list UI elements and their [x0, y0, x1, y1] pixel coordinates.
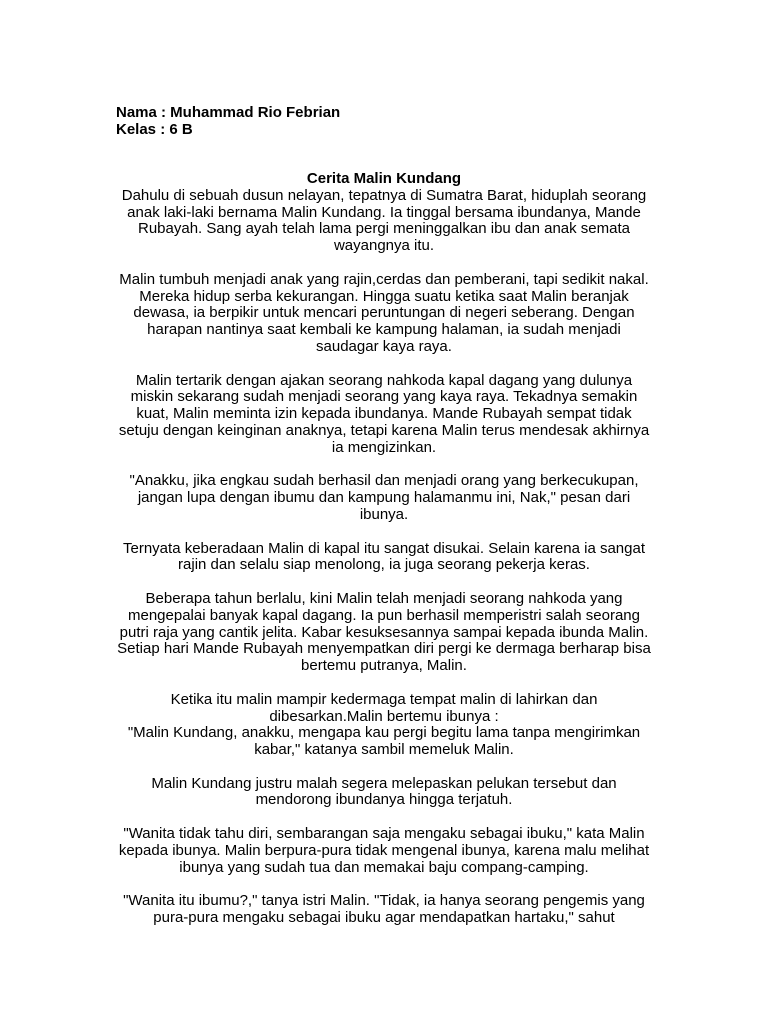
story-paragraph: Dahulu di sebuah dusun nelayan, tepatnya di Sumatra Barat, hiduplah seorang anak laki-laki bernama Malin Kundang. Ia tinggal bersama ibundanya, Mande Rubayah. Sang ayah telah lama pergi meninggalkan ibu dan anak semata wayangnya itu.: [121, 186, 647, 255]
story-paragraph-with-quote: [116, 692, 652, 759]
story-quote: "Malin Kundang, anakku, mengapa kau pergi begitu lama tanpa mengirimkan kabar," katanya sambil memeluk Malin.: [127, 724, 641, 759]
story-paragraph: "Wanita itu ibumu?," tanya istri Malin. "Tidak, ia hanya seorang pengemis yang pura-pura mengaku sebagai ibuku agar mendapatkan hartaku," sahut: [123, 892, 645, 927]
story-paragraph: Malin Kundang justru malah segera melepaskan pelukan tersebut dan mendorong ibundanya hingga terjatuh.: [151, 774, 617, 809]
story-paragraph: Malin tertarik dengan ajakan seorang nahkoda kapal dagang yang dulunya miskin sekarang sudah menjadi seorang yang kaya raya. Tekadnya semakin kuat, Malin meminta izin kepada ibundanya. Mande Rubayah sempat tidak setuju dengan keinginan anaknya, tetapi karena Malin terus mendesak akhirnya ia mengizinkan.: [118, 371, 650, 456]
story-body: [116, 171, 652, 944]
story-title: Cerita Malin Kundang: [306, 170, 462, 187]
story-paragraph: "Anakku, jika engkau sudah berhasil dan menjadi orang yang berkecukupan, jangan lupa dengan ibumu dan kampung halamanmu ini, Nak," pesan dari ibunya.: [129, 472, 639, 523]
story-paragraph: "Wanita tidak tahu diri, sembarangan saja mengaku sebagai ibuku," kata Malin kepada ibunya. Malin berpura-pura tidak mengenal ibunya, karena malu melihat ibunya yang sudah tua dan memakai baju compang-camping.: [118, 825, 650, 876]
story-paragraph: Beberapa tahun berlalu, kini Malin telah menjadi seorang nahkoda yang mengepalai banyak kapal dagang. Ia pun berhasil memperistri salah seorang putri raja yang cantik jelita. Kabar kesuksesannya sampai kepada ibunda Malin. Setiap hari Mande Rubayah menyempatkan diri pergi ke dermaga berharap bisa bertemu putranya, Malin.: [117, 589, 651, 675]
story-paragraph-lead: Ketika itu malin mampir kedermaga tempat malin di lahirkan dan dibesarkan.Malin bertemu ibunya :: [170, 690, 598, 725]
student-header: [116, 104, 340, 138]
story-paragraph: Malin tumbuh menjadi anak yang rajin,cerdas dan pemberani, tapi sedikit nakal. Mereka hidup serba kekurangan. Hingga suatu ketika saat Malin beranjak dewasa, ia berpikir untuk mencari peruntungan di negeri seberang. Dengan harapan nantinya saat kembali ke kampung halaman, ia sudah menjadi saudagar kaya raya.: [119, 270, 649, 355]
student-class: Kelas : 6 B: [116, 121, 193, 138]
student-name: Nama : Muhammad Rio Febrian: [116, 104, 341, 121]
story-paragraph: Ternyata keberadaan Malin di kapal itu sangat disukai. Selain karena ia sangat rajin dan selalu siap menolong, ia juga seorang pekerja keras.: [123, 539, 645, 574]
